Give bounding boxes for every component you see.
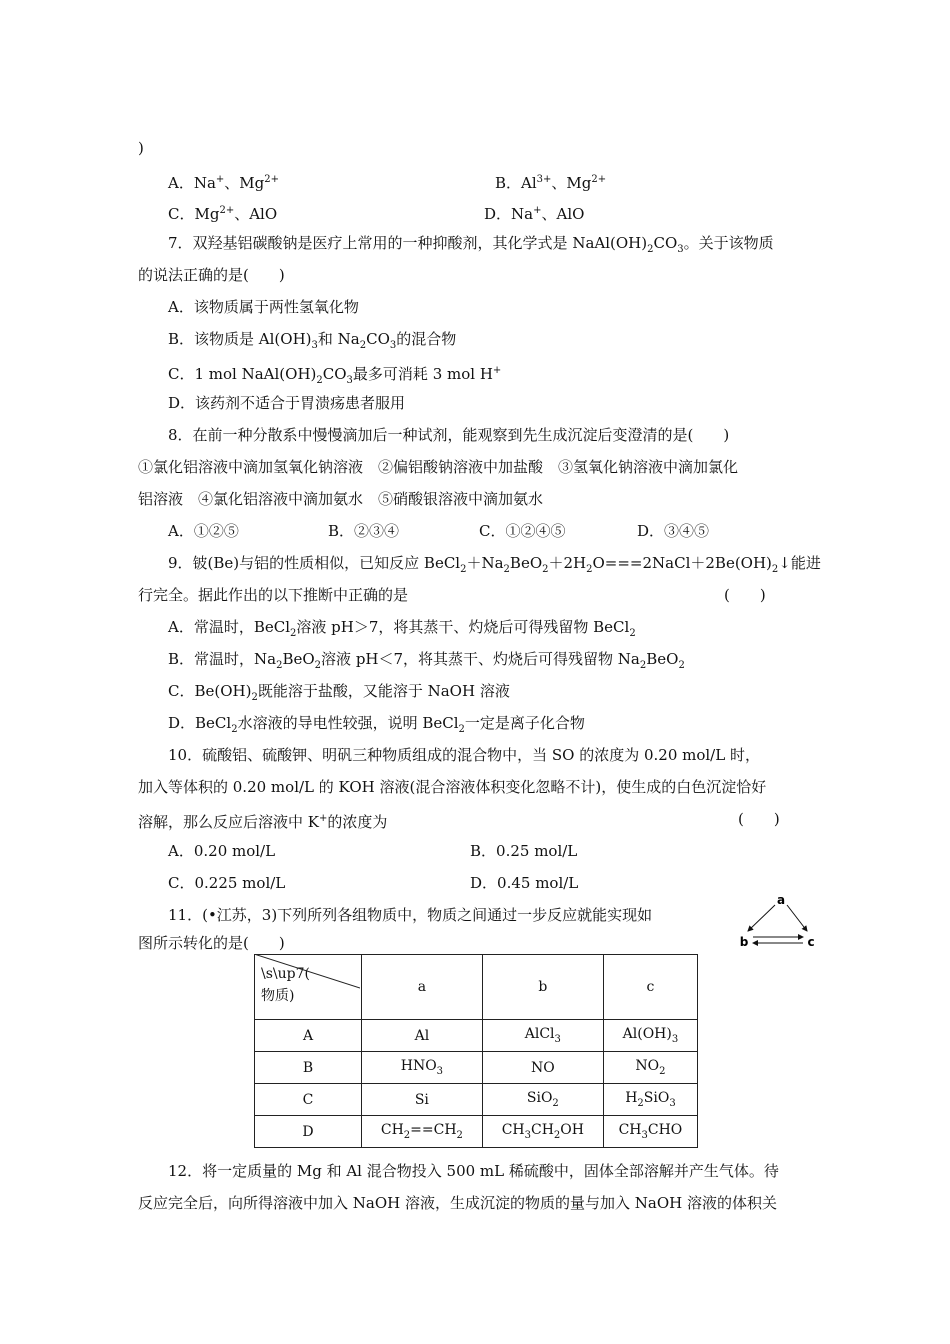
q6-option-d: D．Na+、AlO bbox=[484, 205, 585, 223]
q9-stem-line1: 9．铍(Be)与铝的性质相似，已知反应 $BeCl_2+Na_2BeO_2+2H_2O===2NaCl+2Be(OH)_2↓$能进 bbox=[168, 554, 821, 575]
row-label: C bbox=[255, 1084, 362, 1116]
cell: $HNO_3$ bbox=[362, 1052, 483, 1084]
q9-option-b: B．常温时，$Na_2BeO_2$溶液 pH＜7，将其蒸干、灼烧后可得残留物 $Na_2BeO_2$ bbox=[168, 650, 685, 671]
q9-stem-line2: 行完全。据此作出的以下推断中正确的是 bbox=[138, 586, 409, 604]
cell: $NO_2$ bbox=[603, 1052, 697, 1084]
cell: Al bbox=[362, 1020, 483, 1052]
q7-stem-line2: 的说法正确的是( ) bbox=[138, 266, 285, 284]
table-row bbox=[255, 1052, 698, 1084]
q9-option-c: C．$Be(OH)_2$既能溶于盐酸，又能溶于 NaOH 溶液 bbox=[168, 682, 510, 703]
cell: $H_2SiO_3$ bbox=[603, 1084, 697, 1116]
q10-option-b: B．0.25 mol/L bbox=[470, 842, 578, 860]
cell: $CH_3CH_2OH$ bbox=[482, 1116, 603, 1148]
q11-stem-line1: 11．(•江苏，3)下列所列各组物质中，物质之间通过一步反应就能实现如 bbox=[168, 906, 653, 924]
row-label: B bbox=[255, 1052, 362, 1084]
diagram-node-c: c bbox=[807, 935, 815, 949]
q10-stem-line3: 溶解，那么反应后溶液中 K+的浓度为 bbox=[138, 813, 388, 831]
q8-option-c: C．①②④⑤ bbox=[479, 522, 566, 540]
cell: SiO$_2$ bbox=[482, 1084, 603, 1116]
q9-option-a: A．常温时，BeCl$_2$溶液 pH＞7，将其蒸干、灼烧后可得残留物 BeCl$_2$ bbox=[168, 618, 636, 639]
cell: $CH_2==CH_2$ bbox=[362, 1116, 483, 1148]
arrow-a-to-c bbox=[787, 905, 807, 931]
q7-stem-line1: 7．双羟基铝碳酸钠是医疗上常用的一种抑酸剂，其化学式是 $NaAl(OH)_2CO_3$。关于该物质 bbox=[168, 234, 774, 255]
q8-stem-line3: 铝溶液 ④氯化铝溶液中滴加氨水 ⑤硝酸银溶液中滴加氨水 bbox=[138, 490, 544, 508]
q6-option-c: C．$Mg^{2+}$、AlO bbox=[168, 205, 278, 223]
q7-option-a: A．该物质属于两性氢氧化物 bbox=[168, 298, 359, 316]
table-corner-diagonal bbox=[254, 954, 360, 1018]
corner-label-1: \s\up7( bbox=[261, 966, 310, 982]
diagram-node-b: b bbox=[739, 935, 749, 949]
q10-stem-line2: 加入等体积的 0.20 mol/L 的 KOH 溶液(混合溶液体积变化忽略不计)，使生成的白色沉淀恰好 bbox=[138, 778, 767, 796]
q9-answer-paren: ( ) bbox=[724, 586, 766, 604]
row-label: A bbox=[255, 1020, 362, 1052]
q8-option-a: A．①②⑤ bbox=[168, 522, 239, 540]
q10-option-a: A．0.20 mol/L bbox=[168, 842, 276, 860]
diagram-node-a: a bbox=[776, 893, 786, 907]
q9-option-d: D．BeCl$_2$水溶液的导电性较强，说明 BeCl$_2$一定是离子化合物 bbox=[168, 714, 585, 735]
cell: $Al(OH)_3$ bbox=[603, 1020, 697, 1052]
cell: $CH_3CHO$ bbox=[603, 1116, 697, 1148]
q10-option-d: D．0.45 mol/L bbox=[470, 874, 579, 892]
table-row bbox=[255, 1020, 698, 1052]
table-row bbox=[255, 1116, 698, 1148]
cell: NO bbox=[482, 1052, 603, 1084]
cell: Si bbox=[362, 1084, 483, 1116]
q11-stem-line2: 图所示转化的是( ) bbox=[138, 934, 285, 952]
table-header-a: a bbox=[362, 955, 483, 1020]
q8-stem-line2: ①氯化铝溶液中滴加氢氧化钠溶液 ②偏铝酸钠溶液中加盐酸 ③氢氧化钠溶液中滴加氯化 bbox=[138, 458, 739, 476]
cell: AlCl$_3$ bbox=[482, 1020, 603, 1052]
q6-tail: ) bbox=[138, 139, 144, 157]
q6-option-b: B．$Al^{3+}$、$Mg^{2+}$ bbox=[495, 174, 607, 192]
table-header-b: b bbox=[482, 955, 603, 1020]
q10-option-c: C．0.225 mol/L bbox=[168, 874, 286, 892]
q12-stem-line2: 反应完全后，向所得溶液中加入 NaOH 溶液，生成沉淀的物质的量与加入 NaOH 溶液的体积关 bbox=[138, 1194, 777, 1212]
q8-stem-line1: 8．在前一种分散系中慢慢滴加后一种试剂，能观察到先生成沉淀后变澄清的是( ) bbox=[168, 426, 730, 444]
row-label: D bbox=[255, 1116, 362, 1148]
table-header-c: c bbox=[603, 955, 697, 1020]
q10-answer-paren: ( ) bbox=[738, 810, 780, 828]
q12-stem-line1: 12．将一定质量的 Mg 和 Al 混合物投入 500 mL 稀硫酸中，固体全部溶解并产生气体。待 bbox=[168, 1162, 779, 1180]
q8-option-d: D．③④⑤ bbox=[637, 522, 710, 540]
q8-option-b: B．②③④ bbox=[328, 522, 400, 540]
arrow-a-to-b bbox=[748, 905, 775, 931]
q6-option-a: A．Na+、$Mg^{2+}$ bbox=[168, 174, 280, 192]
table-row bbox=[255, 1084, 698, 1116]
transformation-triangle-diagram bbox=[735, 893, 825, 953]
corner-label-2: 物质) bbox=[261, 988, 295, 1004]
q7-option-b: B．该物质是 $Al(OH)_3$和 $Na_2CO_3$的混合物 bbox=[168, 330, 457, 351]
q10-stem-line1: 10．硫酸铝、硫酸钾、明矾三种物质组成的混合物中，当 SO 的浓度为 0.20 mol/L 时， bbox=[168, 746, 760, 764]
q7-option-c: C．1 mol $NaAl(OH)_2CO_3$最多可消耗 3 mol H+ bbox=[168, 365, 502, 386]
q7-option-d: D．该药剂不适合于胃溃疡患者服用 bbox=[168, 394, 406, 412]
